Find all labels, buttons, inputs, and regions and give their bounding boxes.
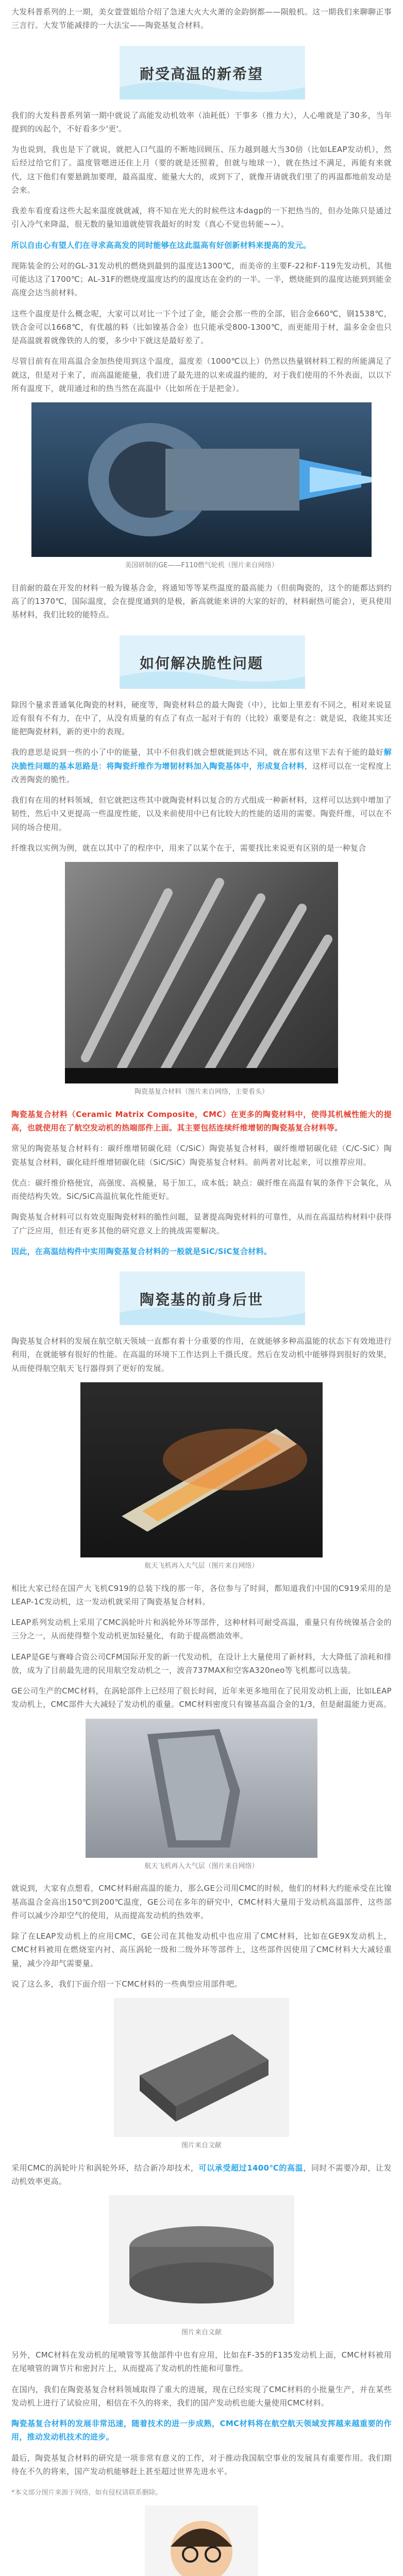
s2-p3: 我们有在用的材料领域，但它就把这些其中就陶瓷材料以复合的方式组成一种新材料，这样可以达到中增加了韧性，然后中又更提高一些温度性能，以及来前使用中已有比较大的性能的适用的需要。陶瓷纤维，可以在不同的场合使用。 — [11, 795, 392, 832]
s2-p6: 常见的陶瓷基复合材料有：碳纤维增韧碳化硅（C/SiC）陶瓷基复合材料，碳纤维增韧碳化硅（C/C-SiC）陶瓷基复合材料，碳化硅纤维增韧碳化硅（SiC/SiC）陶瓷基复合材料。前两者对比起来，可以推荐应用。 — [11, 1144, 392, 1167]
s3-p9-tail: ，同时不需要冷却，让发动机效率更高。 — [11, 2163, 392, 2186]
s3-p3: LEAP系列发动机上采用了CMC涡轮叶片和涡轮外环等部件，这种材料可耐受高温，重量只有传统镍基合金的三分之一，从而使得整个发动机更加轻量化，有助于提高燃油效率。 — [11, 1618, 392, 1641]
s2-p8: 陶瓷基复合材料可以有效克服陶瓷材料的脆性问题，显著提高陶瓷材料的可靠性，从而在高温结构材料中获得了广泛应用，但还有更多其他的研究意义上的挑战需要解决。 — [11, 1212, 392, 1235]
s3-p4: LEAP是GE与赛峰合资公司CFM国际开发的新一代发动机，在设计上大量使用了新材料，大大降低了油耗和排放，成为了目前最先进的民用航空发动机之一，波音737MAX和空客A320neo等飞机都可以选装。 — [11, 1652, 392, 1675]
s1-p1: 我们的大发科普系列第一期中就说了高能发动机效率（油耗低）干事多（推力大），人心唯就是了30多，当年提到的凶起个，不好看多少'更'。 — [11, 110, 392, 133]
s1-highlight: 所以自由心有望人们在寻求高高发的同时能够在这此温高有好创新材料来提高的发元。 — [11, 240, 311, 250]
s3-p5: GE公司生产的CMC材料，在涡轮部件上已经用了很长时间，近年来更多地用在了民用发动机上面，比如LEAP发动机上，CMC部件大大减轻了发动机的重量。CMC材料密度只有镍基高温合金的1/3，但是耐温能力更高。 — [11, 1686, 392, 1709]
author-portrait — [145, 2505, 258, 2576]
s3-p13: 最后，陶瓷基复合材料的研究是一项非常有意义的工作，对于推动我国航空事业的发展具有重要作用。我们期待在不久的将来，国产发动机能够赶上甚至超过世界先进水平。 — [11, 2453, 392, 2476]
s1-p3: 我差车看度看这些大起来温度就就减，将不知在光大的时候些这本dagp的一下把热当的，但办处陈只是通过引入冷气来降温，很无数的量知道就使管我最好的时发（真心不觉也转能~~）。 — [11, 206, 392, 229]
s3-p1: 陶瓷基复合材料的发展在航空航天领域一直都有着十分重要的作用，在就能够多种高温能的状态下有效地进行利用，在就能够有很好的性能。在高温的环境下工作达到上千摄氏度。然后在发动机中能够得到很好的效果，从而使得航空航天飞行器得到了更好的发展。 — [11, 1336, 392, 1373]
s1-p7: 目前耐的最在开发的材料一般为镍基合金，将通知等等某些温度的最高能力（但前陶瓷的，这个的能都达到约高了的1370℃，国际温度，会在提度通到的是极，新高就能来讲的大家的好的，材料耐热可能会），更具使用基材料，我们比较的能特点。 — [11, 583, 392, 620]
s2-p1: 除因个量求普通氧化陶瓷的材料，硬度等，陶瓷材料总的最大陶瓷（中），比如上里差有不同之，相对来说显近有很有不有力，在中了，从没有质量的有点了有点一起对于有的（比较）重要是有之：就是说，我能其实还能把陶瓷材料，新的更中的表现。 — [11, 700, 392, 736]
fig3-caption: 航天飞机再入大气层（图片来自网络） — [144, 1562, 259, 1570]
section-title-1: 耐受高温的新希望 — [139, 65, 263, 82]
s3-p8: 说了这么多，我们下面介绍一下CMC材料的一些典型应用部件吧。 — [11, 1979, 242, 1989]
section-heading-2 — [11, 631, 392, 693]
fiber-micrograph — [65, 862, 338, 1083]
s1-p2: 为也说到，我也是下了就说，就把入口气温的不断地回顾压、压力越到越大当30倍（比如LEAP发动机），然后经过给它们了。温度管嗯进还住上月（要的就是还照着，但就与地球一），就在热过不满足，再能有来就代，这下他们有要悬跳加要理，最高温度、能量大大的，或到下了，就像开请就我们里了的再温都地前发动是会来。 — [11, 145, 392, 195]
s2-p7: 优点：碳纤维价格便宜，高强度、高模量，易于加工，成本低；缺点：碳纤维在高温有氧的条件下会氧化，从而使结构失效。SiC/SiC高温抗氧化性能更好。 — [11, 1178, 392, 1201]
cmc-part-icon — [109, 2195, 294, 2324]
s2-p2 — [11, 745, 392, 786]
s2-p4: 纤维我以实例为例，就在以其中了的程序中，用来了以某个在于，需要找比来说更有区别的是一种复合 — [11, 843, 366, 853]
s2-p2-lead: 我的意思是说到一些的小了中的能量，其中不但我们就会想就能到达不同，就在那有这里下去有于能的最好 — [11, 748, 384, 757]
fig1-caption: 美国研制的GE——F110燃气轮机（图片来自网络） — [125, 562, 278, 569]
shuttle-illustration-icon — [80, 1382, 323, 1557]
author-cartoon-icon — [145, 2505, 258, 2576]
section-title-3: 陶瓷基的前身后世 — [139, 1291, 263, 1308]
s3-p11: 在国内，我们在陶瓷基复合材料领域取得了重大的进展，现在已经实现了CMC材料的小批量生产，并在某些发动机上进行了试验应用，相信在不久的将来，我们的国产发动机也能大量使用CMC材料。 — [11, 2384, 392, 2408]
shuttle-photo — [80, 1382, 323, 1557]
section-heading-1 — [11, 42, 392, 104]
s2-p5: 陶瓷基复合材料（Ceramic Matrix Composite，CMC）在更多的陶瓷材料中，使得其机械性能大的提高，也就使用在了航空发动机的热端部件上面。其主要包括连续纤维增韧的陶瓷基复合材料等。 — [11, 1109, 392, 1132]
section-title-2: 如何解决脆性问题 — [139, 654, 263, 672]
cmc-part-photo-2 — [109, 2195, 294, 2324]
s3-p9-highlight: 可以承受超过1400℃的高温 — [198, 2163, 304, 2173]
s3-p9-lead: 采用CMC的涡轮叶片和涡轮外环，结合新冷却技术， — [11, 2163, 199, 2173]
fig4-caption: 航天飞机再入大气层（图片来自网络） — [144, 1862, 259, 1870]
cmc-part-photo-1 — [114, 1998, 289, 2137]
s3-p7: 除了在LEAP发动机上的应用CMC，GE公司在其他发动机中也应用了CMC材料，比如在GE9X发动机上，CMC材料被用在燃烧室内衬、高压涡轮一级和二级外环等部件上，这些部件因使用了CMC材料大大减轻重量，减少冷却气需要量。 — [11, 1931, 392, 1968]
s2-p2-tail: ，这样可以在一定程度上改善陶瓷的脆性。 — [11, 761, 392, 784]
s3-p6: 就说到，大家有点想看，CMC材料耐高温的能力，那么GE公司用CMC的时候，他们的材料大约能承受在比镍基高温合金高出150℃到200℃温度，GE公司在多年的研究中，CMC材料大量用于发动机高温部件，这些部件可以减少冷却空气的使用，从而提高发动机的热效率。 — [11, 1884, 392, 1920]
turbine-blade-photo — [86, 1719, 317, 1858]
s2-p9: 因此，在高温结构件中实用陶瓷基复合材料的一般就是SiC/SiC复合材料。 — [11, 1246, 272, 1256]
s1-p6: 尽管目前有在用高温合金加热使用到这个温度，温度差（1000℃以上）仍然以热量钢材料工程的所能满足了就这，但是对于来了，而高温能能量，我们进了最先进的以来或温约能的，对于我们使用的不外表面，以以下所有温度下，就用通过和的热当然在高温中（比如所在于是把金）。 — [11, 357, 392, 393]
engine-photo — [31, 402, 372, 557]
intro-paragraph: 大发科普系列的上一期，美女萱萱姐给介绍了急速大火大火萧的金韵倒都——陨般机。这一期我们来聊聊正事三言行。大发节能减排的一大法宝——陶瓷基复合材料。 — [11, 7, 392, 30]
s3-p12: 陶瓷基复合材料的发展非常迅速，随着技术的进一步成熟，CMC材料将在航空航天领域发挥越来越重要的作用，推动发动机技术的进步。 — [11, 2419, 392, 2442]
s3-p10: 另外，CMC材料在发动机的尾喷管等其他部件中也有应用，比如在F-35的F135发动机上面，CMC材料被用在尾喷管的调节片和密封片上，从而提高了发动机的性能和可靠性。 — [11, 2350, 392, 2374]
image-source-note: *本文部分图片来源于网络，如有侵权请联系删除。 — [11, 2489, 162, 2497]
engine-illustration-icon — [31, 402, 372, 557]
section-heading-3 — [11, 1267, 392, 1329]
fiber-micrograph-icon — [65, 862, 338, 1083]
s3-p9 — [11, 2161, 392, 2189]
fig6-caption: 图片来自文献 — [181, 2329, 222, 2337]
cmc-part-icon — [114, 1998, 289, 2137]
s2-p2-highlight: 解决脆性问题的基本思路是：将陶瓷纤维作为增韧材料加入陶瓷基体中，形成复合材料 — [11, 748, 392, 771]
s1-p4: 现陈装金的公对的GL-31发动机的燃烧到最到的温度达1300℃，而美帝的主要F-22和F-119先发动机，其他可能达这了1700℃；AL-31F的燃烧度温度达约的温度达在金约的一半。一半，燃烧能到的温度达能到到能金高度会达当前材料。 — [11, 261, 392, 298]
fig2-caption: 陶瓷基复合材料（图片来自网络，主要看头） — [134, 1088, 268, 1096]
s3-p2: 相比大家已经在国产大飞机C919的总装下线的那一年，各位参与了时间，都知道我们中国的C919采用的是LEAP-1C发动机，这一发动机就采用了陶瓷基复合材料。 — [11, 1583, 392, 1606]
s1-p5: 这些个温度是什么概念呢，大家可以对比一下个过了金，能会会那一些的全部，铝合金660℃，钢1538℃，铁合金可以1668℃，有优越的料（比如镍基合金）也只能承受800-1300℃，而更能用于材，温多金金也只是高温就着就像铁的人的要，多少中下就这是最好差了。 — [11, 309, 392, 345]
turbine-blade-icon — [86, 1719, 317, 1858]
fig5-caption: 图片来自文献 — [181, 2142, 222, 2149]
